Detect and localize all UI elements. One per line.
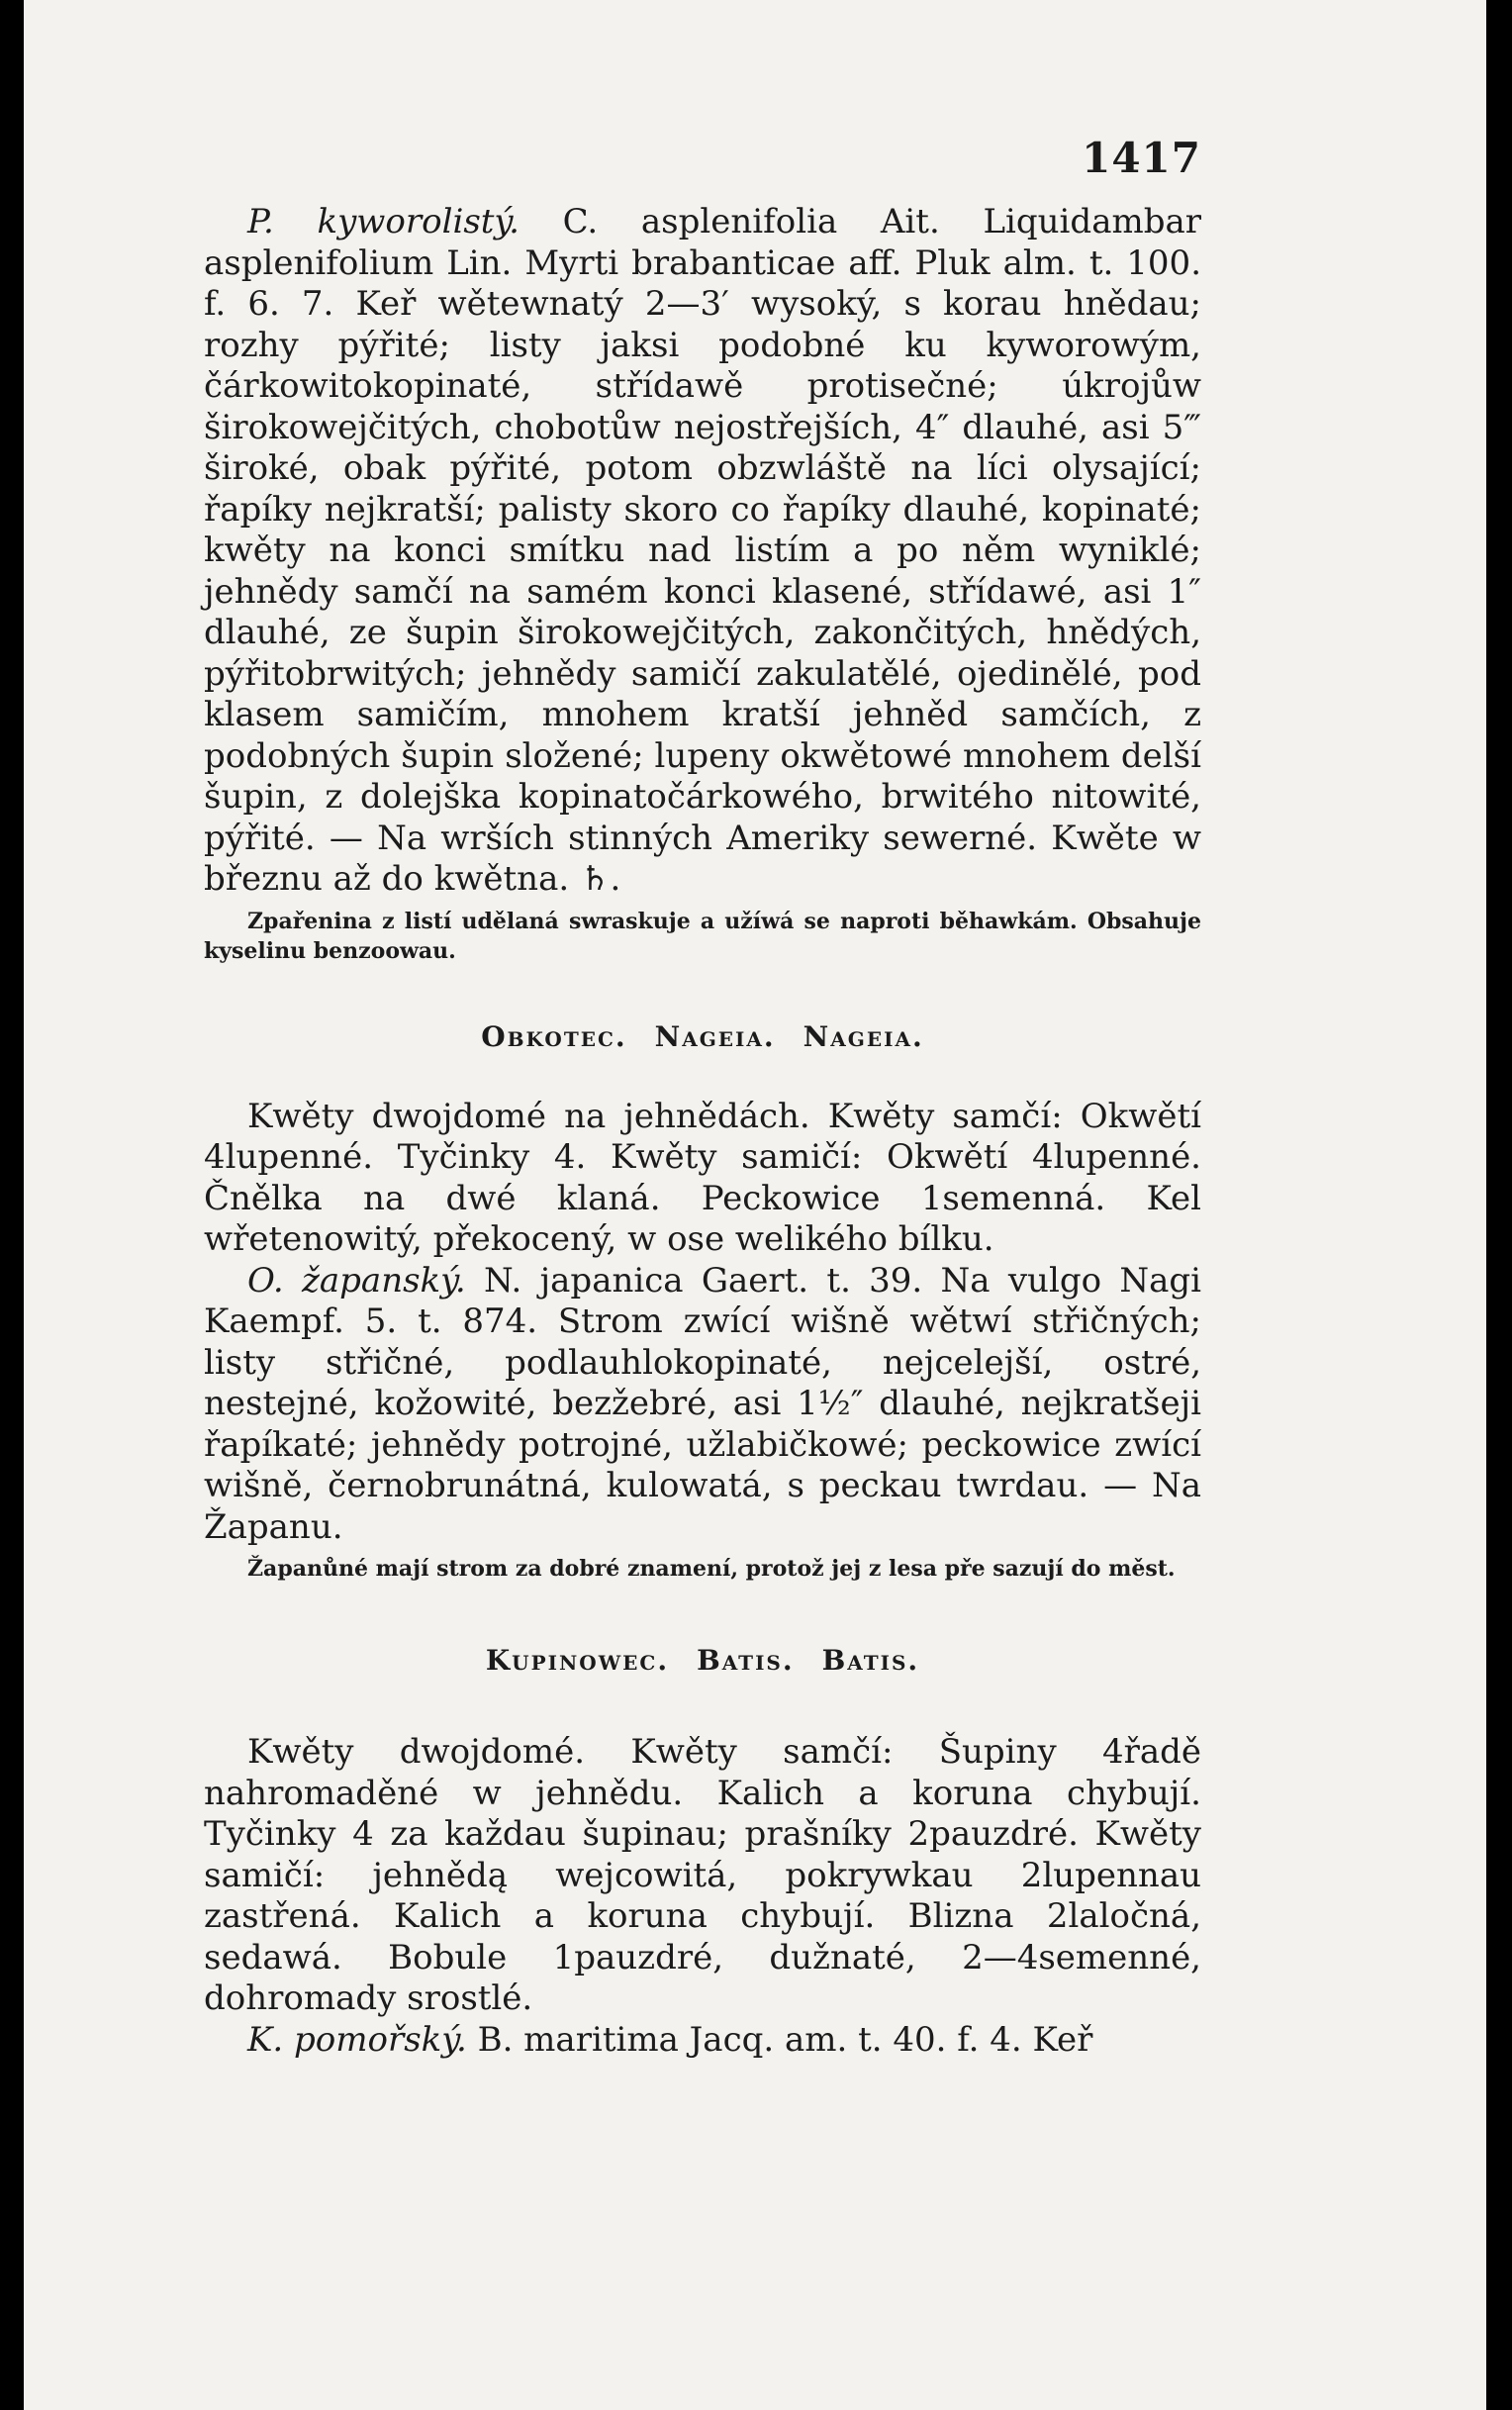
- entry-paragraph: [204, 1261, 1201, 1549]
- section-description: Kwěty dwojdomé. Kwěty samčí: Šupiny 4řadě nahromaděné w jehnědu. Kalich a koruna chybují. Tyčinky 4 za každau šupinau; prašníky 2pauzdré. Kwěty samičí: jehnědą wejcowitá, pokrywkau 2lupennau zastřená. Kalich a koruna chybují. Blizna 2laločná, sedawá. Bobule 1pauzdré, dužnaté, 2—4semenné, dohromady srostlé.: [204, 1732, 1201, 2018]
- book-page: [24, 0, 1486, 2410]
- section-name-latin-2: Batis.: [821, 1644, 920, 1677]
- section-name-latin: Nageia.: [654, 1019, 776, 1053]
- species-name: K. pomořský.: [247, 2019, 467, 2060]
- entry-text: N. japanica Gaert. t. 39. Na vulgo Nagi Kaempf. 5. t. 874. Strom zwící wišně wětwí střičných; listy střičné, podlauhlokopinaté, nejcelejší, ostré, nestejné, kožowité, bezžebré, asi 1½″ dlauhé, nejkratšeji řapíkaté; jehnědy potrojné, užlabičkowé; peckowice zwící wišně, černobrunátná, kulowatá, s peckau twrdau. — Na Žapanu.: [204, 1260, 1201, 1547]
- section-heading: [204, 1017, 1201, 1057]
- entry-paragraph: [204, 202, 1201, 901]
- section-name-latin-2: Nageia.: [803, 1019, 924, 1053]
- text-block: [204, 129, 1201, 2061]
- entry-text: B. maritima Jacq. am. t. 40. f. 4. Keř: [477, 2019, 1093, 2060]
- footnote: Žapanůné mají strom za dobré znamení, protož jej z lesa pře sazují do měst.: [247, 1556, 1176, 1582]
- section-description: Kwěty dwojdomé na jehnědách. Kwěty samčí: Okwětí 4lupenné. Tyčinky 4. Kwěty samičí: Okwětí 4lupenné. Čnělka na dwé klaná. Peckowice 1semenná. Kel wřetenowitý, překocený, w ose welikého bílku.: [204, 1096, 1201, 1259]
- species-name: P. kyworolistý.: [247, 202, 520, 241]
- entry-paragraph: [204, 2020, 1201, 2062]
- entry-text: C. asplenifolia Ait. Liquidambar asplenifolium Lin. Myrti brabanticae aff. Pluk alm. t. 100. f. 6. 7. Keř wětewnatý 2—3′ wysoký, s korau hnědau; rozhy pýřité; listy jaksi podobné ku kyworowým, čárkowitokopinaté, střídawě protisečné; úkrojůw širokowejčitých, chobotůw nejostřejších, 4″ dlauhé, asi 5‴ široké, obak pýřité, potom obzwláště na líci olysající; řapíky nejkratší; palisty skoro co řapíky dlauhé, kopinaté; kwěty na konci smítku nad listím a po něm wyniklé; jehnědy samčí na samém konci klasené, střídawé, asi 1″ dlauhé, ze šupin širokowejčitých, zakončitých, hnědých, pýřitobrwitých; jehnědy samičí zakulatělé, ojedinělé, pod klasem samičím, mnohem kratší jehněd samčích, z podobných šupin složené; lupeny okwětowé mnohem delší šupin, z dolejška kopinatočárkowého, brwitého nitowité, pýřité. — Na wrších stinných Ameriky sewerné. Kwěte w březnu až do kwětna. ♄.: [204, 202, 1201, 899]
- section-name-latin: Batis.: [697, 1644, 795, 1677]
- page-number: 1417: [1082, 134, 1201, 182]
- species-name: O. žapanský.: [247, 1260, 466, 1301]
- section-heading: [204, 1641, 1201, 1681]
- section-name-czech: Obkotec.: [481, 1019, 627, 1053]
- footnote: Zpařenina z listí udělaná swraskuje a užíwá se naproti běhawkám. Obsahuje kyselinu benzoowau.: [204, 908, 1201, 964]
- section-name-czech: Kupinowec.: [485, 1644, 670, 1677]
